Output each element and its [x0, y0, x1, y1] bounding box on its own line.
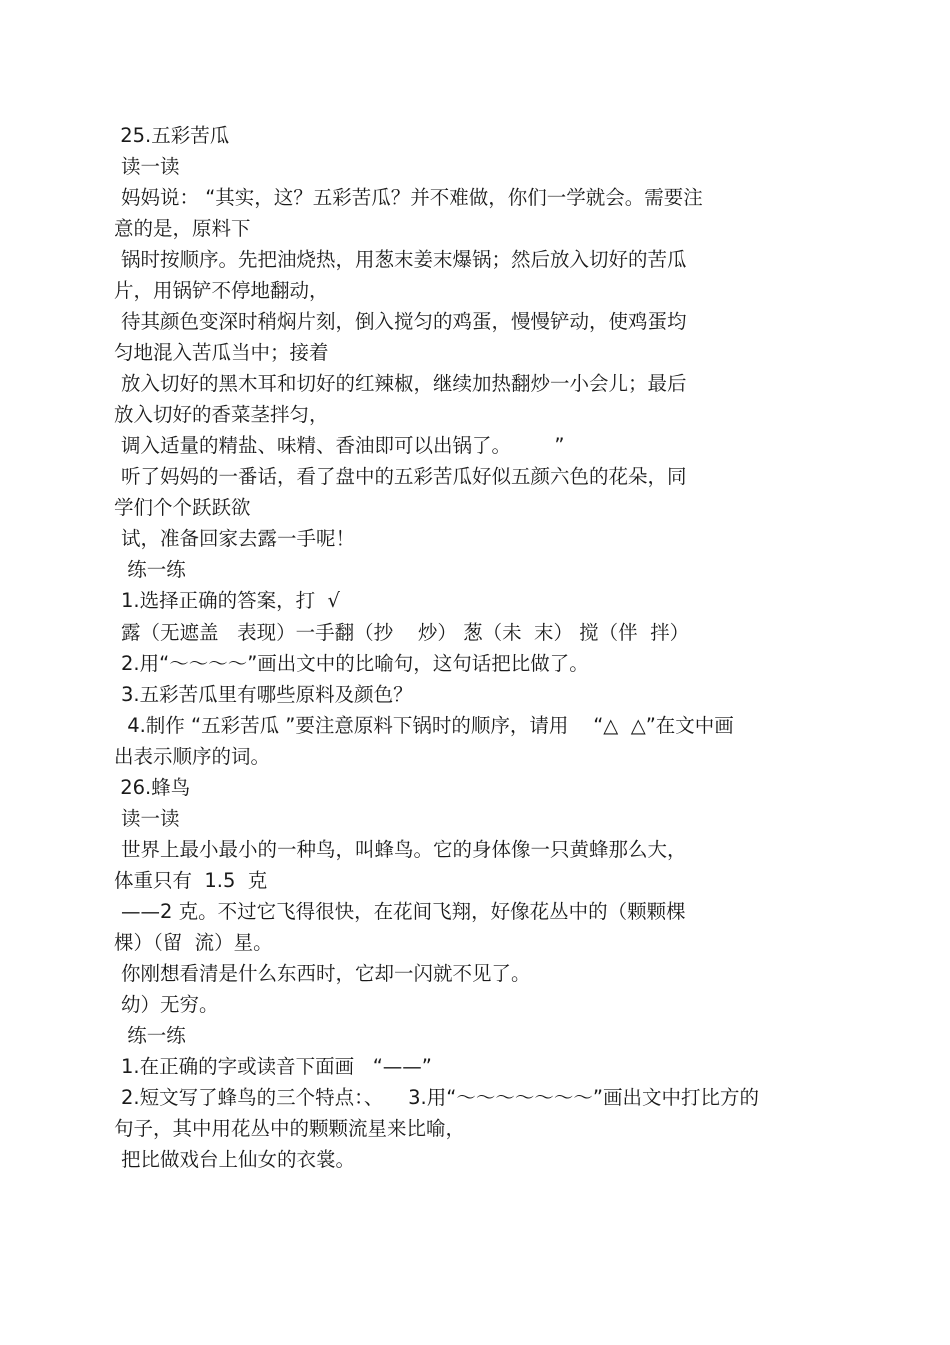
- text-line: 学们个个跃跃欲: [114, 496, 251, 519]
- text-line: 你刚想看清是什么东西时，它却一闪就不见了。: [121, 962, 531, 985]
- question-line: 1.选择正确的答案，打 √: [121, 589, 340, 612]
- section-practice-heading: 练一练: [121, 558, 186, 581]
- text-line: 片，用锅铲不停地翻动，: [114, 279, 329, 302]
- text-line: 匀地混入苦瓜当中；接着: [114, 341, 329, 364]
- text-line: 放入切好的黑木耳和切好的红辣椒，继续加热翻炒一小会儿；最后: [121, 372, 687, 395]
- question-line: 1.在正确的字或读音下面画 “——”: [121, 1055, 432, 1078]
- text-line: 试，准备回家去露一手呢！: [121, 527, 356, 550]
- text-line: 世界上最小最小的一种鸟，叫蜂鸟。它的身体像一只黄蜂那么大，: [121, 838, 687, 861]
- text-line: ——2 克。不过它飞得很快，在花间飞翔，好像花丛中的（颗颗棵: [121, 900, 686, 923]
- question-line: 露（无遮盖 表现）一手翻（抄 炒） 葱（未 末） 搅（伴 拌）: [121, 621, 690, 644]
- question-line: 把比做戏台上仙女的衣裳。: [121, 1148, 356, 1171]
- text-line: 意的是，原料下: [114, 217, 251, 240]
- section-practice-heading: 练一练: [121, 1024, 186, 1047]
- section-read-heading: 读一读: [121, 807, 180, 830]
- text-line: 幼）无穷。: [121, 993, 219, 1016]
- text-line: 调入适量的精盐、味精、香油即可以出锅了。 ”: [121, 434, 565, 457]
- text-line: 锅时按顺序。先把油烧热，用葱末姜末爆锅；然后放入切好的苦瓜: [121, 248, 687, 271]
- text-line: 棵）（留 流）星。: [114, 931, 273, 954]
- text-line: 待其颜色变深时稍焖片刻，倒入搅匀的鸡蛋，慢慢铲动，使鸡蛋均: [121, 310, 687, 333]
- text-line: 妈妈说： “其实，这？五彩苦瓜？并不难做，你们一学就会。需要注: [121, 186, 703, 209]
- text-line: 放入切好的香菜茎拌匀，: [114, 403, 329, 426]
- question-line: 句子，其中用花丛中的颗颗流星来比喻，: [114, 1117, 466, 1140]
- question-line: 2.用“～～～～”画出文中的比喻句，这句话把比做了。: [121, 652, 589, 675]
- question-line: 4.制作 “五彩苦瓜 ”要注意原料下锅时的顺序，请用 “△ △”在文中画: [121, 714, 734, 737]
- question-line: 3.五彩苦瓜里有哪些原料及颜色？: [121, 683, 413, 706]
- question-line: 出表示顺序的词。: [114, 745, 271, 768]
- section-read-heading: 读一读: [121, 155, 180, 178]
- lesson-25-title: 25.五彩苦瓜: [114, 124, 230, 147]
- text-line: 听了妈妈的一番话，看了盘中的五彩苦瓜好似五颜六色的花朵，同: [121, 465, 687, 488]
- text-line: 体重只有 1.5 克: [114, 869, 268, 892]
- lesson-26-title: 26.蜂鸟: [114, 776, 191, 799]
- question-line: 2.短文写了蜂鸟的三个特点：、 3.用“～～～～～～～”画出文中打比方的: [121, 1086, 759, 1109]
